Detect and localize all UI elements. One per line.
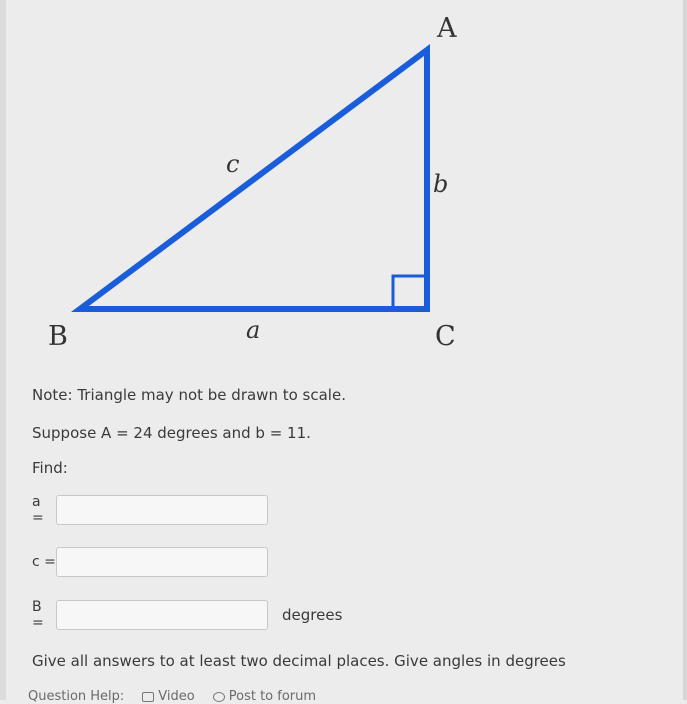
answer-label-c: c = [32,554,56,570]
given-values: Suppose A = 24 degrees and b = 11. [32,424,311,442]
video-link-label: Video [158,689,195,704]
triangle-shape [80,50,427,309]
forum-link[interactable] [213,689,316,704]
answer-input-a[interactable] [56,495,268,525]
forum-link-label: Post to forum [228,689,317,704]
answer-input-c[interactable] [56,547,268,577]
right-angle-marker [393,276,427,309]
vertex-label-C: C [435,321,456,352]
scale-note: Note: Triangle may not be drawn to scale. [32,386,346,404]
instructions: Give all answers to at least two decimal places. Give angles in degrees [32,652,566,670]
side-label-a: a [246,316,261,344]
find-heading: Find: [32,459,68,477]
question-help-label: Question Help: [28,689,125,704]
degrees-unit: degrees [282,606,343,624]
video-link[interactable] [142,689,194,704]
forum-icon [213,692,225,702]
video-icon [142,692,154,702]
answer-row-a [32,493,268,527]
vertex-label-A: A [437,13,457,44]
side-label-b: b [433,170,449,198]
answer-row-B [32,598,342,632]
question-help-bar [28,689,316,704]
answer-row-c [32,545,268,579]
answer-label-a: a = [32,494,44,526]
vertex-label-B: B [48,321,68,352]
answer-input-B[interactable] [56,600,268,630]
side-label-c: c [226,150,240,178]
answer-label-B: B = [32,599,44,631]
